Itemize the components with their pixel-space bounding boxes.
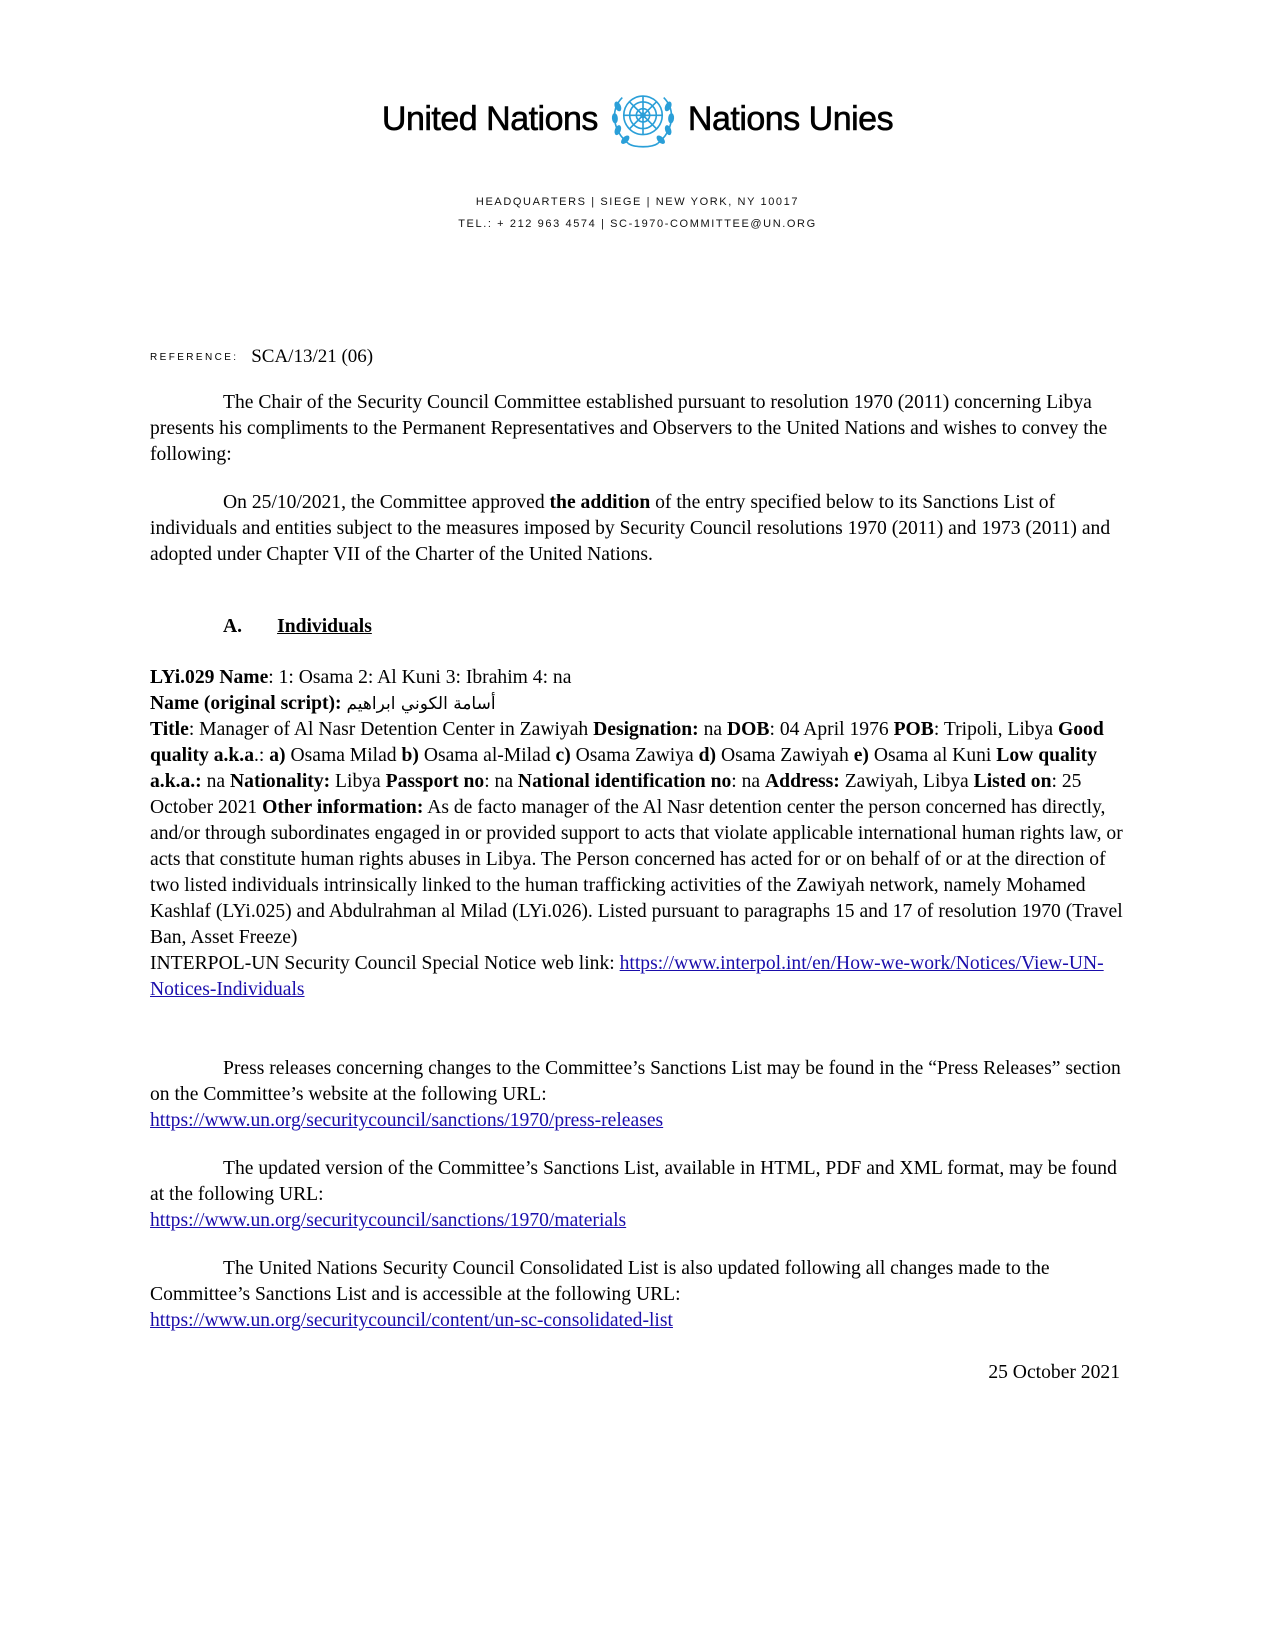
original-script-label: Name (original script): (150, 693, 342, 714)
entry-ref-name: LYi.029 Name (150, 667, 269, 688)
nationality-label: Nationality: (230, 771, 331, 792)
section-heading (223, 616, 372, 638)
dob-value: : 04 April 1976 (769, 719, 894, 740)
aka-d-value: Osama Zawiyah (716, 745, 854, 766)
aka-e-value: Osama al Kuni (868, 745, 997, 766)
aka-d-label: d) (698, 745, 717, 766)
aka-c-label: c) (555, 745, 571, 766)
title-value: : Manager of Al Nasr Detention Center in Zawiyah (188, 719, 594, 740)
consolidated-list-link[interactable]: https://www.un.org/securitycouncil/content/un-sc-consolidated-list (150, 1310, 673, 1331)
pob-value: : Tripoli, Libya (933, 719, 1058, 740)
press-paragraph (150, 1056, 1130, 1134)
aka-b-label: b) (401, 745, 419, 766)
intro-text: The Chair of the Security Council Committee established pursuant to resolution 1970 (2011) concerning Libya presents his compliments to the Permanent Representatives and Observers to the United Nations and wishes to convey the following: (150, 392, 1108, 465)
aka-b-value: Osama al-Milad (418, 745, 556, 766)
original-script-value: أسامة الكوني ابراهيم (346, 694, 496, 714)
letterhead-english: United Nations (381, 99, 598, 138)
address-line: HEADQUARTERS | SIEGE | NEW YORK, NY 10017 (475, 196, 800, 208)
other-info-value: As de facto manager of the Al Nasr detention center the person concerned has directly, and/or through subordinates engaged in or provided support to acts that violate applicable international human rights law, or acts that constitute human rights abuses in Libya. The Person concerned has acted for or on behalf of or at the direction of two listed individuals intrinsically linked to the human trafficking activities of the Zawiyah network, namely Mohamed Kashlaf (LYi.025) and Abdulrahman al Milad (LYi.026). Listed pursuant to paragraphs 15 and 17 of resolution 1970 (Travel Ban, Asset Freeze) (150, 797, 1123, 948)
consolidated-paragraph (150, 1256, 1130, 1334)
title-label: Title (150, 719, 189, 740)
intro-paragraph (150, 390, 1130, 468)
approval-paragraph (150, 490, 1130, 568)
approval-text-post: of the entry specified below to its Sanctions List of individuals and entities subject to the measures imposed by Security Council resolutions 1970 (2011) and 1973 (2011) and adopted under Chapter VII of the Charter of the United Nations. (150, 492, 1111, 565)
entry-name-line (150, 665, 1130, 691)
entry-original-script-line (150, 691, 1130, 717)
un-emblem-icon (606, 84, 680, 154)
aka-a-value: Osama Milad (285, 745, 402, 766)
low-aka-label: Low quality a.k.a.: (150, 745, 1097, 792)
reference (150, 346, 373, 368)
reference-label: REFERENCE: (150, 352, 239, 363)
press-releases-link[interactable]: https://www.un.org/securitycouncil/sanctions/1970/press-releases (150, 1110, 664, 1131)
nationality-value: Libya (330, 771, 386, 792)
low-aka-value: na (201, 771, 231, 792)
national-id-value: : na (731, 771, 766, 792)
interpol-text: INTERPOL-UN Security Council Special Notice web link: (150, 953, 620, 974)
section-title: Individuals (277, 616, 372, 637)
approval-text-bold: the addition (549, 492, 651, 513)
interpol-line (150, 951, 1130, 1003)
entry-name-value: : 1: Osama 2: Al Kuni 3: Ibrahim 4: na (268, 667, 572, 688)
updated-paragraph (150, 1156, 1130, 1234)
interpol-link[interactable]: https://www.interpol.int/en/How-we-work/Notices/View-UN-Notices-Individuals (150, 953, 1104, 1000)
aka-c-value: Osama Zawiya (570, 745, 699, 766)
approval-text-pre: On 25/10/2021, the Committee approved (223, 492, 550, 513)
contact-line: TEL.: + 212 963 4574 | SC-1970-COMMITTEE@UN.ORG (458, 218, 817, 230)
reference-value: SCA/13/21 (06) (251, 346, 374, 367)
materials-link[interactable]: https://www.un.org/securitycouncil/sanctions/1970/materials (150, 1210, 627, 1231)
address-value: Zawiyah, Libya (839, 771, 974, 792)
passport-value: : na (484, 771, 518, 792)
address-label: Address: (765, 771, 840, 792)
national-id-label: National identification no (517, 771, 732, 792)
updated-text: The updated version of the Committee’s Sanctions List, available in HTML, PDF and XML format, may be found at the following URL: (150, 1158, 1117, 1205)
entry-details (150, 717, 1130, 951)
section-letter: A. (223, 616, 243, 637)
dob-label: DOB (727, 719, 770, 740)
passport-label: Passport no (385, 771, 485, 792)
designation-label: Designation: (593, 719, 699, 740)
letterhead-french: Nations Unies (687, 99, 894, 138)
aka-a-label: a) (269, 745, 286, 766)
document-date: 25 October 2021 (988, 1362, 1120, 1383)
good-aka-label: Good quality a.k.a (150, 719, 1104, 766)
letterhead (0, 84, 1275, 154)
pob-label: POB (893, 719, 934, 740)
press-text: Press releases concerning changes to the Committee’s Sanctions List may be found in the “Press Releases” section on the Committee’s website at the following URL: (150, 1058, 1121, 1105)
listed-on-label: Listed on (973, 771, 1052, 792)
other-info-label: Other information: (262, 797, 424, 818)
designation-value: na (698, 719, 728, 740)
aka-e-label: e) (853, 745, 869, 766)
listed-on-value: : 25 October 2021 (150, 771, 1082, 818)
good-aka-sep: .: (254, 745, 270, 766)
sanctions-entry (150, 665, 1130, 1003)
consolidated-text: The United Nations Security Council Consolidated List is also updated following all changes made to the Committee’s Sanctions List and is accessible at the following URL: (150, 1258, 1050, 1305)
